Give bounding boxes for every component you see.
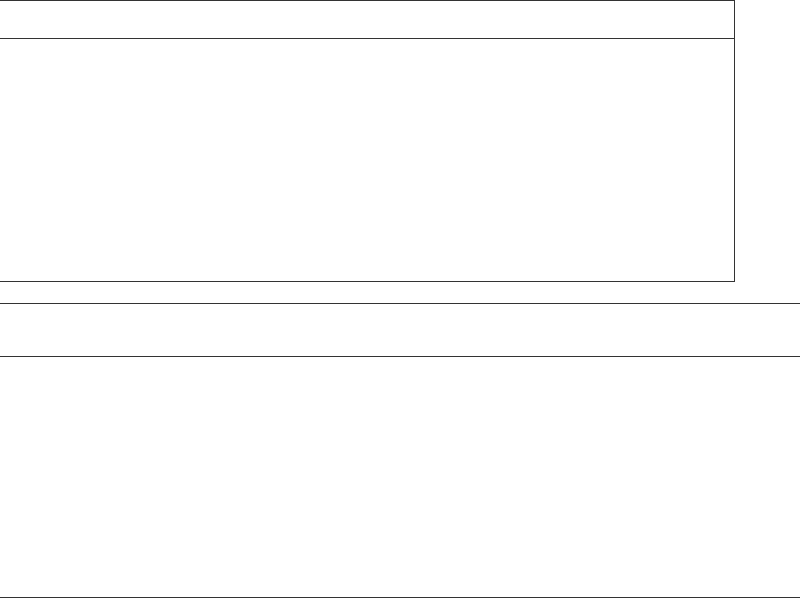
chart-title <box>0 1 734 39</box>
chart-title <box>0 304 800 357</box>
units-note <box>0 357 800 363</box>
size-chart-measurements <box>0 0 735 282</box>
size-chart-height-weight <box>0 303 800 598</box>
notes <box>0 39 734 41</box>
